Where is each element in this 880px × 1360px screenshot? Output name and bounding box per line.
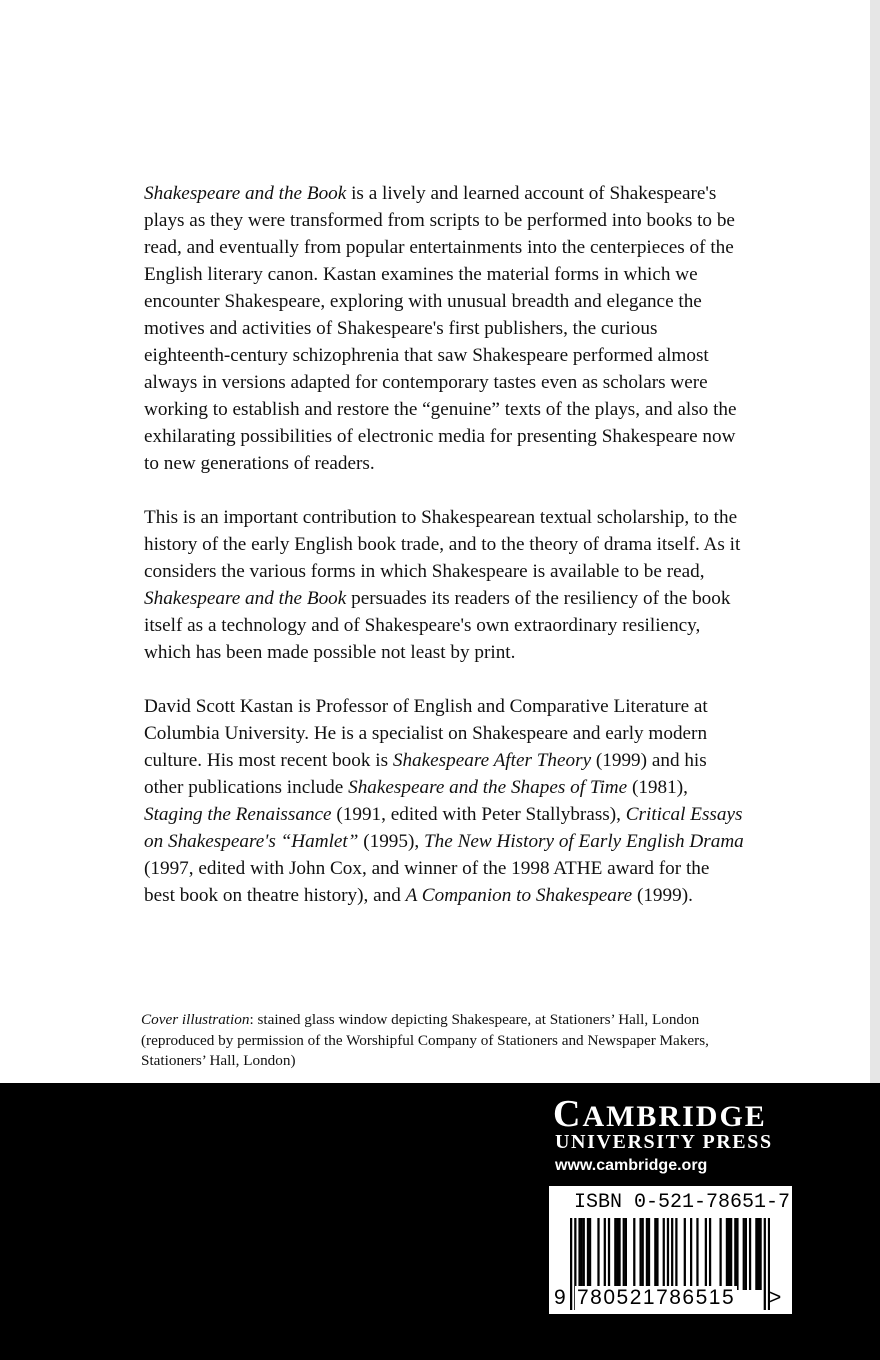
author-bio <box>144 693 744 909</box>
publisher-url: www.cambridge.org <box>555 1157 708 1174</box>
barcode-bar <box>696 1218 698 1290</box>
barcode-bar <box>646 1218 648 1290</box>
text-run: (1991, edited with Peter Stallybrass), <box>331 804 626 825</box>
back-cover-blurb <box>144 180 744 936</box>
text-run: is a lively and learned account of Shakespeare's plays as they were transformed from scripts to be performed into books to be read, and eventually from popular entertainments into the centerpieces of the English literary canon. Kastan examines the material forms in which we encounter Shakespeare, exploring with unusual breadth and elegance the motives and activities of Shakespeare's first publishers, the curious eighteenth-century schizophrenia that saw Shakespeare performed almost always in versions adapted for contemporary tastes even as scholars were working to establish and restore the “genuine” texts of the plays, and also the exhilarating possibilities of electronic media for presenting Shakespeare now to new generations of readers. <box>144 183 737 474</box>
italic-title: The New History of Early English Drama <box>423 831 744 852</box>
barcode-bar <box>734 1218 736 1290</box>
isbn-text: ISBN 0-521-78651-7 <box>574 1191 791 1214</box>
barcode-bar <box>570 1218 572 1310</box>
barcode-bar <box>757 1218 759 1290</box>
italic-title: Shakespeare After Theory <box>392 750 592 771</box>
barcode-bar <box>764 1218 766 1310</box>
barcode-bar <box>623 1218 625 1290</box>
publisher-name-rest: AMBRIDGE <box>582 1100 767 1133</box>
barcode-bar <box>597 1218 599 1290</box>
barcode-bar <box>614 1218 616 1290</box>
cover-credit-label: Cover illustration <box>141 1011 250 1028</box>
text-run: persuades its readers of the resiliency of the book itself as a technology and of Shakespeare's own extraordinary resiliency, which has been made possible not least by print. <box>144 588 731 663</box>
ean-digits: 780521786515 <box>577 1286 736 1309</box>
barcode-bar <box>736 1218 738 1290</box>
barcode-bar <box>578 1218 580 1290</box>
barcode-bar <box>625 1218 627 1290</box>
publisher-name-initial: C <box>553 1093 583 1135</box>
italic-title: Staging the Renaissance <box>144 804 332 825</box>
text-run: (1997, edited with John Cox, and winner of the 1998 ATHE award for the best book on theatre history), and <box>144 858 710 906</box>
barcode-bar <box>581 1218 583 1290</box>
barcode-bar <box>730 1218 732 1290</box>
barcode-bar <box>755 1218 757 1290</box>
barcode-bar <box>618 1218 620 1290</box>
text-run: David Scott Kastan is Professor of English and Comparative Literature at Columbia University. He is a specialist on Shakespeare and early modern culture. His most recent book is <box>144 696 708 771</box>
barcode-bar <box>705 1218 707 1290</box>
barcode-bar <box>654 1218 656 1290</box>
ean-arrow: > <box>769 1286 782 1309</box>
text-run: (1999). <box>632 885 693 906</box>
barcode-bar <box>639 1218 641 1290</box>
barcode-bar <box>583 1218 585 1290</box>
italic-title: Shakespeare and the Book <box>144 183 347 204</box>
blurb-paragraph-1 <box>144 180 744 477</box>
barcode-bar <box>684 1218 686 1290</box>
barcode-bar <box>633 1218 635 1290</box>
blurb-paragraph-2 <box>144 504 744 666</box>
barcode-bar <box>745 1218 747 1290</box>
italic-title: Critical Essays on Shakespeare's “Hamlet” <box>144 804 743 852</box>
cover-credit <box>141 1010 741 1072</box>
barcode-bar <box>656 1218 658 1290</box>
barcode-bar <box>759 1218 761 1290</box>
barcode-bar <box>743 1218 745 1290</box>
barcode-bar <box>589 1218 591 1290</box>
barcode-bar <box>648 1218 650 1290</box>
barcode-bar <box>719 1218 721 1290</box>
publisher-name <box>553 1092 767 1136</box>
barcode-bar <box>663 1218 665 1290</box>
italic-title: A Companion to Shakespeare <box>405 885 633 906</box>
barcode-bar <box>608 1218 610 1290</box>
text-run: This is an important contribution to Shakespearean textual scholarship, to the history of the early English book trade, and to the theory of drama itself. As it considers the various forms in which Shakespeare is available to be read, <box>144 507 741 582</box>
ean-first-digit: 9 <box>554 1286 566 1309</box>
barcode-bar <box>616 1218 618 1290</box>
barcode-bar <box>728 1218 730 1290</box>
barcode-bar <box>726 1218 728 1290</box>
italic-title: Shakespeare and the Shapes of Time <box>348 777 628 798</box>
italic-title: Shakespeare and the Book <box>144 588 347 609</box>
publisher-subline: UNIVERSITY PRESS <box>555 1131 773 1153</box>
barcode-bar <box>604 1218 606 1290</box>
barcode-bar <box>749 1218 751 1290</box>
barcode-bar <box>642 1218 644 1290</box>
text-run: (1999) and his other publications include <box>144 750 707 798</box>
text-run: (1981), <box>627 777 688 798</box>
barcode-bar <box>690 1218 692 1290</box>
text-run: (1995), <box>358 831 424 852</box>
barcode-bar <box>709 1218 711 1290</box>
cover-credit-text: : stained glass window depicting Shakespeare, at Stationers’ Hall, London (reproduced by permission of the Worshipful Company of Stationers and Newspaper Makers, Stationers’ Hall, London) <box>141 1011 709 1069</box>
barcode-bar <box>587 1218 589 1290</box>
barcode-bar <box>675 1218 677 1290</box>
